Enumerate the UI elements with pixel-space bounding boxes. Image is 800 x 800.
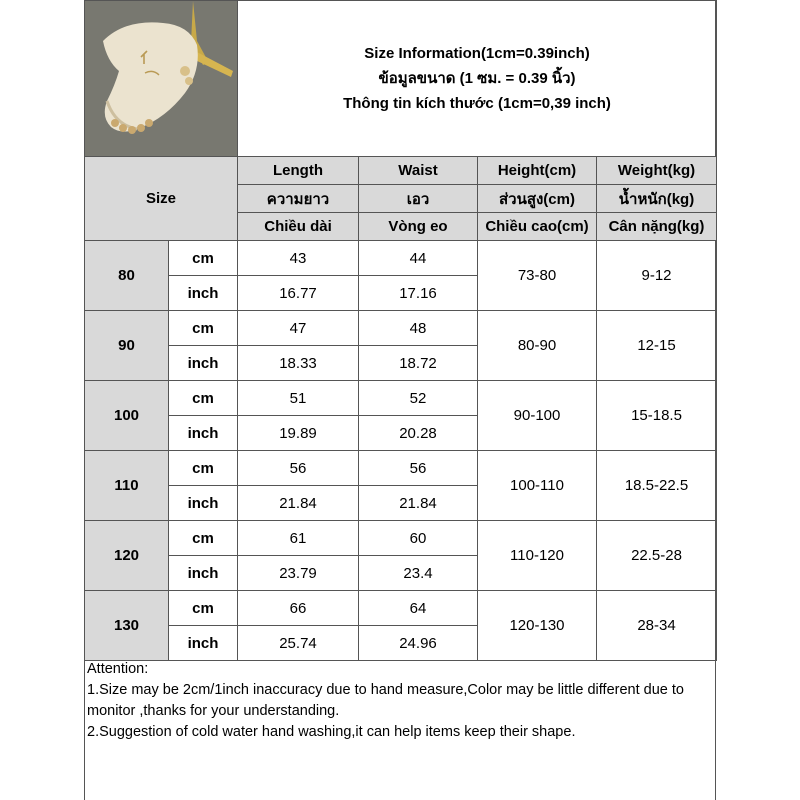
waist-cm: 56 xyxy=(359,451,478,486)
height-range: 73-80 xyxy=(478,241,597,311)
length-inch: 16.77 xyxy=(238,276,359,311)
length-cm: 61 xyxy=(238,521,359,556)
col-waist-vi: Vòng eo xyxy=(359,213,478,241)
length-inch: 23.79 xyxy=(238,556,359,591)
table-row xyxy=(85,311,717,346)
product-photo-icon xyxy=(85,1,238,156)
waist-cm: 64 xyxy=(359,591,478,626)
unit-cm: cm xyxy=(169,381,238,416)
attention-notes xyxy=(84,657,716,800)
attention-note-2: 2.Suggestion of cold water hand washing,it can help items keep their shape. xyxy=(87,724,576,740)
table-row xyxy=(85,381,717,416)
height-range: 120-130 xyxy=(478,591,597,661)
unit-cm: cm xyxy=(169,521,238,556)
height-range: 90-100 xyxy=(478,381,597,451)
col-length-en: Length xyxy=(238,157,359,185)
length-cm: 47 xyxy=(238,311,359,346)
size-label: 80 xyxy=(85,241,169,311)
length-cm: 43 xyxy=(238,241,359,276)
col-length-vi: Chiều dài xyxy=(238,213,359,241)
col-weight-th: น้ำหนัก(kg) xyxy=(597,185,717,213)
waist-cm: 60 xyxy=(359,521,478,556)
length-inch: 25.74 xyxy=(238,626,359,661)
length-cm: 66 xyxy=(238,591,359,626)
waist-inch: 20.28 xyxy=(359,416,478,451)
title-english: Size Information(1cm=0.39inch) xyxy=(364,45,590,62)
unit-cm: cm xyxy=(169,591,238,626)
unit-inch: inch xyxy=(169,626,238,661)
length-cm: 56 xyxy=(238,451,359,486)
height-range: 110-120 xyxy=(478,521,597,591)
unit-cm: cm xyxy=(169,311,238,346)
unit-inch: inch xyxy=(169,556,238,591)
size-table xyxy=(84,0,717,661)
size-header: Size xyxy=(85,157,238,241)
height-range: 80-90 xyxy=(478,311,597,381)
table-row xyxy=(85,521,717,556)
unit-inch: inch xyxy=(169,276,238,311)
weight-range: 9-12 xyxy=(597,241,717,311)
unit-inch: inch xyxy=(169,346,238,381)
title-thai: ข้อมูลขนาด (1 ซม. = 0.39 นิ้ว) xyxy=(378,70,576,87)
attention-note-1: 1.Size may be 2cm/1inch inaccuracy due to hand measure,Color may be little different due to monitor ,thanks for your understanding. xyxy=(87,682,684,719)
table-row xyxy=(85,241,717,276)
col-height-en: Height(cm) xyxy=(478,157,597,185)
length-inch: 21.84 xyxy=(238,486,359,521)
col-weight-en: Weight(kg) xyxy=(597,157,717,185)
weight-range: 22.5-28 xyxy=(597,521,717,591)
unit-cm: cm xyxy=(169,451,238,486)
waist-inch: 17.16 xyxy=(359,276,478,311)
length-inch: 19.89 xyxy=(238,416,359,451)
size-label: 100 xyxy=(85,381,169,451)
unit-inch: inch xyxy=(169,486,238,521)
table-row xyxy=(85,451,717,486)
size-label: 120 xyxy=(85,521,169,591)
waist-cm: 48 xyxy=(359,311,478,346)
unit-cm: cm xyxy=(169,241,238,276)
waist-cm: 52 xyxy=(359,381,478,416)
waist-inch: 23.4 xyxy=(359,556,478,591)
size-label: 110 xyxy=(85,451,169,521)
col-height-vi: Chiều cao(cm) xyxy=(478,213,597,241)
size-label: 90 xyxy=(85,311,169,381)
weight-range: 15-18.5 xyxy=(597,381,717,451)
col-waist-en: Waist xyxy=(359,157,478,185)
height-range: 100-110 xyxy=(478,451,597,521)
col-weight-vi: Cân nặng(kg) xyxy=(597,213,717,241)
unit-inch: inch xyxy=(169,416,238,451)
weight-range: 18.5-22.5 xyxy=(597,451,717,521)
col-waist-th: เอว xyxy=(359,185,478,213)
weight-range: 28-34 xyxy=(597,591,717,661)
waist-inch: 18.72 xyxy=(359,346,478,381)
table-row xyxy=(85,591,717,626)
product-photo xyxy=(85,1,238,157)
col-height-th: ส่วนสูง(cm) xyxy=(478,185,597,213)
length-cm: 51 xyxy=(238,381,359,416)
col-length-th: ความยาว xyxy=(238,185,359,213)
weight-range: 12-15 xyxy=(597,311,717,381)
waist-inch: 24.96 xyxy=(359,626,478,661)
waist-cm: 44 xyxy=(359,241,478,276)
waist-inch: 21.84 xyxy=(359,486,478,521)
size-label: 130 xyxy=(85,591,169,661)
title-vietnamese: Thông tin kích thước (1cm=0,39 inch) xyxy=(343,95,611,112)
attention-heading: Attention: xyxy=(87,661,149,677)
chart-title xyxy=(238,1,717,157)
length-inch: 18.33 xyxy=(238,346,359,381)
